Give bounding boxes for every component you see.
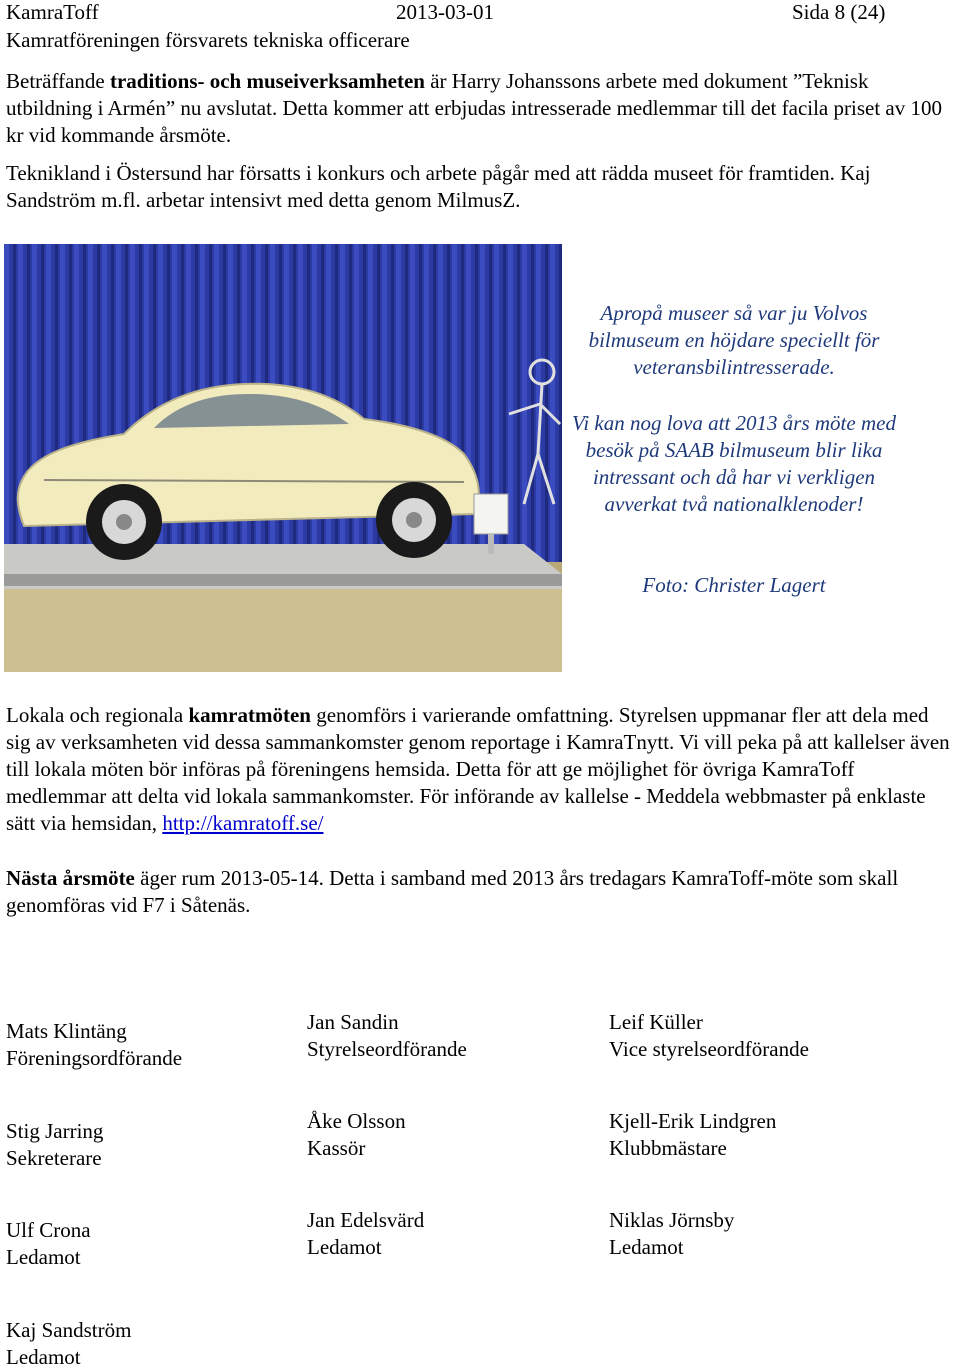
board-member [6,1317,131,1371]
board-member [609,1207,734,1261]
p3-bold: kamratmöten [188,703,311,727]
board-member-name: Mats Klintäng [6,1019,127,1043]
board-member-role: Sekreterare [6,1146,102,1170]
kamratoff-link[interactable]: http://kamratoff.se/ [162,811,324,835]
board-member [609,1108,776,1162]
board-member [6,1118,103,1172]
board-member-name: Kjell-Erik Lindgren [609,1109,777,1133]
board-member [307,1108,406,1162]
caption-volvo-museum: Apropå museer så var ju Volvos bilmuseum en höjdare speciellt för veteransbilintresserade. [588,301,880,379]
board-member-name: Stig Jarring [6,1119,104,1143]
board-member [6,1217,91,1271]
p4-text-post: äger rum 2013-05-14. Detta i samband med 2013 års tredagars KamraToff-möte som skall genomföras vid F7 i Såtenäs. [6,866,899,917]
board-member-role: Föreningsordförande [6,1046,183,1070]
p3-text-post: genomförs i varierande omfattning. Styrelsen uppmanar fler att dela med sig av verksamheten vid dessa sammankomster genom reportage i KamraTnytt. Vi vill peka på att kallelser även till lokala möten bör införas på föreningens hemsida. Detta för att ge möjlighet för övriga KamraToff medlemmar att delta vid lokala sammankomster. För införande av kallelse - Meddela webbmaster på enklaste sätt via hemsidan, [6,703,950,835]
header-left: KamraToff [6,0,99,24]
board-member [307,1009,467,1063]
caption-photo-credit: Foto: Christer Lagert [642,573,826,597]
board-member-name: Ulf Crona [6,1218,91,1242]
p4-bold: Nästa årsmöte [6,866,135,890]
paragraph-kamratmoten [6,702,956,837]
header-date: 2013-03-01 [396,0,494,24]
board-member-role: Klubbmästare [609,1136,727,1160]
board-member-name: Kaj Sandström [6,1318,132,1342]
board-member-role: Vice styrelseordförande [609,1037,809,1061]
board-member-name: Jan Sandin [307,1010,399,1034]
board-member-role: Kassör [307,1136,366,1160]
header-organization: Kamratföreningen försvarets tekniska officerare [6,28,410,52]
board-member-role: Ledamot [609,1235,684,1259]
board-member [609,1009,809,1063]
paragraph-teknikland: Teknikland i Östersund har försatts i konkurs och arbete pågår med att rädda museet för framtiden. Kaj Sandström m.fl. arbetar intensivt med detta genom MilmusZ. [6,161,871,212]
paragraph-arsmote [6,865,956,919]
board-member [307,1207,424,1261]
paragraph-tradition [6,68,956,149]
board-member-role: Ledamot [307,1235,382,1259]
p3-text-pre: Lokala och regionala [6,703,189,727]
board-member-role: Styrelseordförande [307,1037,467,1061]
board-member-name: Leif Küller [609,1010,703,1034]
p1-bold: traditions- och museiverksamheten [109,69,425,93]
p1-text-post: är Harry Johanssons arbete med dokument ”Teknisk utbildning i Armén” nu avslutat. Detta kommer att erbjudas intresserade medlemmar till det facila priset av 100 kr vid kommande årsmöte. [6,69,942,147]
board-member-name: Niklas Jörnsby [609,1208,735,1232]
header-page-number: Sida 8 (24) [792,0,886,24]
board-member-role: Ledamot [6,1245,81,1269]
p1-text-pre: Beträffande [6,69,110,93]
board-member-name: Åke Olsson [307,1109,406,1133]
board-member-role: Ledamot [6,1345,81,1369]
board-member [6,1018,182,1072]
board-member-name: Jan Edelsvärd [307,1208,425,1232]
car-photo [4,244,562,672]
car-photo-drawing [4,244,562,672]
caption-saab-museum: Vi kan nog lova att 2013 års möte med besök på SAAB bilmuseum blir lika intressant och då har vi verkligen avverkat två nationalklenoder! [572,411,896,516]
